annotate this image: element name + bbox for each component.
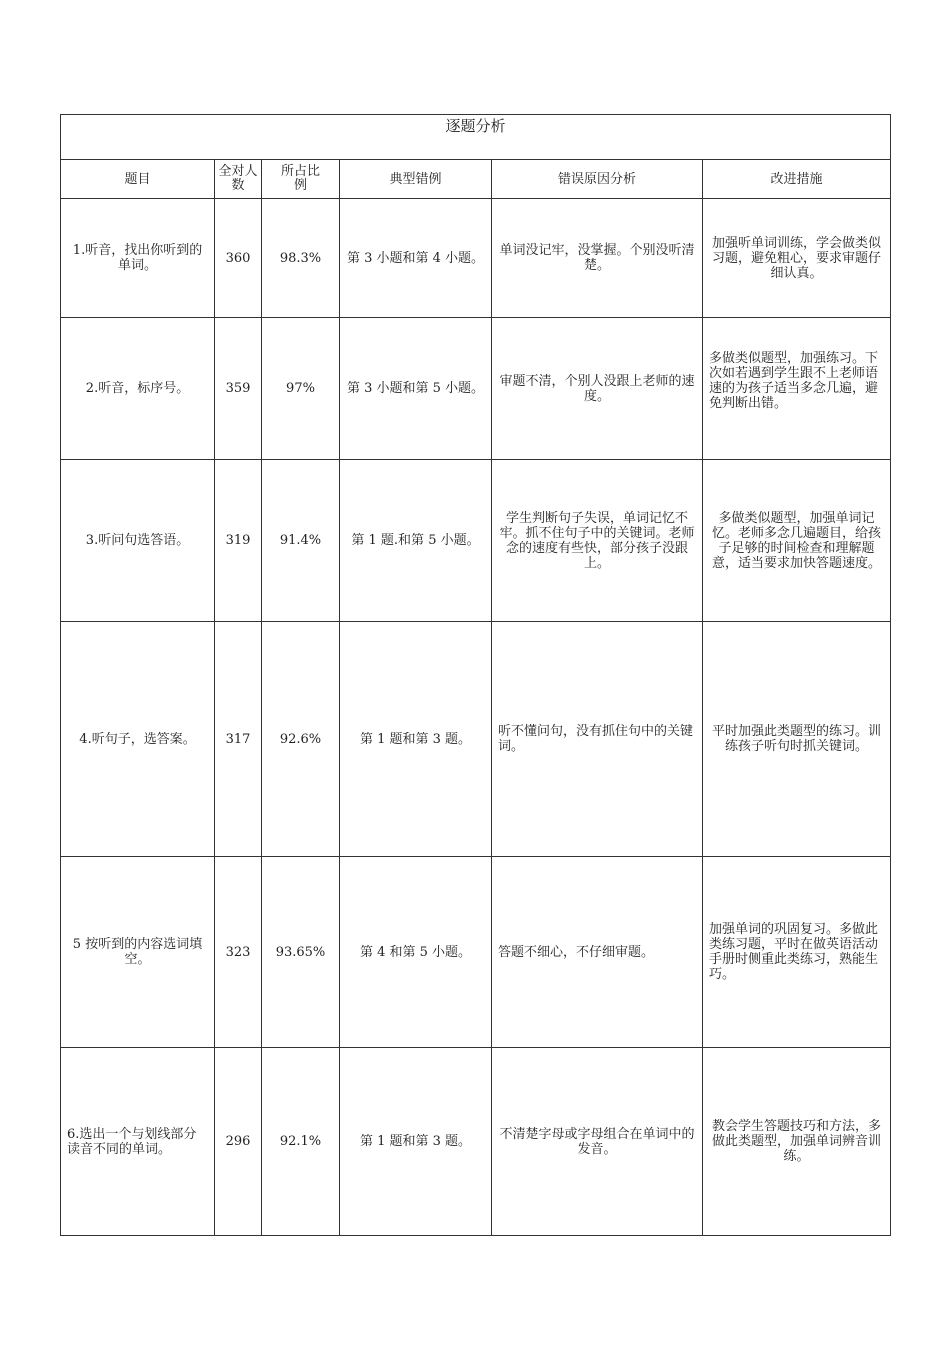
row-percent: 92.1% — [262, 1048, 340, 1236]
header-typical-errors: 典型错例 — [340, 160, 492, 199]
row-typical-errors: 第 4 和第 5 小题。 — [340, 857, 492, 1048]
row-correct-count: 317 — [215, 622, 262, 857]
row-cause: 不清楚字母或字母组合在单词中的发音。 — [492, 1048, 703, 1236]
row-typical-errors: 第 3 小题和第 4 小题。 — [340, 199, 492, 318]
row-item: 5 按听到的内容选词填空。 — [61, 857, 215, 1048]
row-measures: 加强听单词训练，学会做类似习题，避免粗心，要求审题仔细认真。 — [703, 199, 891, 318]
row-cause: 答题不细心，不仔细审题。 — [492, 857, 703, 1048]
row-typical-errors: 第 1 题和第 3 题。 — [340, 1048, 492, 1236]
row-measures — [703, 318, 891, 460]
row-percent: 91.4% — [262, 460, 340, 622]
row-cause: 审题不清，个别人没跟上老师的速度。 — [492, 318, 703, 460]
row-item: 3.听问句选答语。 — [61, 460, 215, 622]
row-typical-errors: 第 1 题和第 3 题。 — [340, 622, 492, 857]
header-measures: 改进措施 — [703, 160, 891, 199]
table-row — [61, 318, 891, 460]
header-percent: 所占比例 — [262, 160, 340, 199]
header-cause: 错误原因分析 — [492, 160, 703, 199]
row-cause: 听不懂问句，没有抓住句中的关键词。 — [492, 622, 703, 857]
row-measures: 平时加强此类题型的练习。训练孩子听句时抓关键词。 — [703, 622, 891, 857]
header-correct-count: 全对人数 — [215, 160, 262, 199]
row-percent: 97% — [262, 318, 340, 460]
header-row — [61, 160, 891, 199]
row-percent: 98.3% — [262, 199, 340, 318]
row-typical-errors: 第 3 小题和第 5 小题。 — [340, 318, 492, 460]
row-item: 4.听句子，选答案。 — [61, 622, 215, 857]
table-row — [61, 460, 891, 622]
row-cause: 学生判断句子失误，单词记忆不牢。抓不住句子中的关键词。老师念的速度有些快，部分孩子没跟上。 — [492, 460, 703, 622]
row-measures-text: 多做类似题型，加强练习。下次如若遇到学生跟不上老师语速的为孩子适当多念几遍，避免判断出错。 — [709, 350, 879, 411]
row-item: 6.选出一个与划线部分读音不同的单词。 — [61, 1048, 215, 1236]
row-percent: 92.6% — [262, 622, 340, 857]
row-correct-count: 360 — [215, 199, 262, 318]
row-measures: 多做类似题型，加强单词记忆。老师多念几遍题目，给孩子足够的时间检查和理解题意，适当要求加快答题速度。 — [703, 460, 891, 622]
row-percent: 93.65% — [262, 857, 340, 1048]
table-row — [61, 622, 891, 857]
row-item: 2.听音，标序号。 — [61, 318, 215, 460]
row-correct-count: 319 — [215, 460, 262, 622]
header-item: 题目 — [61, 160, 215, 199]
row-item: 1.听音，找出你听到的单词。 — [61, 199, 215, 318]
row-correct-count: 296 — [215, 1048, 262, 1236]
item-analysis-table — [60, 114, 891, 1236]
row-cause: 单词没记牢，没掌握。个别没听清楚。 — [492, 199, 703, 318]
table-row — [61, 857, 891, 1048]
table-row — [61, 199, 891, 318]
row-measures: 加强单词的巩固复习。多做此类练习题，平时在做英语活动手册时侧重此类练习，熟能生巧。 — [703, 857, 891, 1048]
row-typical-errors: 第 1 题.和第 5 小题。 — [340, 460, 492, 622]
table-title: 逐题分析 — [61, 115, 891, 160]
row-correct-count: 323 — [215, 857, 262, 1048]
row-measures: 教会学生答题技巧和方法，多做此类题型，加强单词辨音训练。 — [703, 1048, 891, 1236]
table-row — [61, 1048, 891, 1236]
row-correct-count: 359 — [215, 318, 262, 460]
